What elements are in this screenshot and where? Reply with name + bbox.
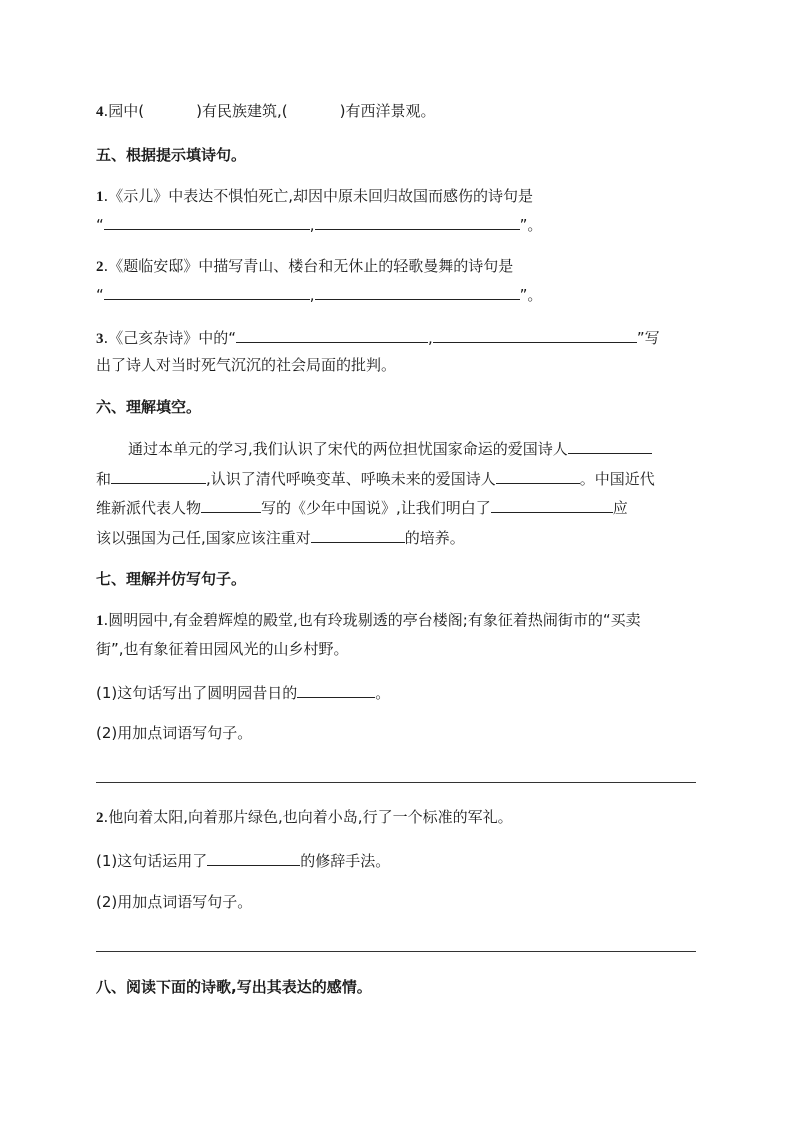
paragraph-text: 维新派代表人物 [96,499,202,517]
section-5-title: 五、根据提示填诗句。 [96,146,247,164]
blank-line[interactable] [236,327,428,343]
blank-line[interactable] [104,214,310,230]
blank-line[interactable] [201,497,261,513]
sec5-item1-answer [96,214,542,235]
question-text: .他向着太阳,向着那片绿色,也向着小岛,行了一个标准的军礼。 [103,808,513,826]
blank-line[interactable] [207,850,300,866]
comma: , [309,286,315,304]
blank-line[interactable] [433,327,637,343]
paragraph-text: 应 [612,499,628,517]
question-text: .圆明园中,有金碧辉煌的殿堂,也有玲珑剔透的亭台楼阁;有象征着热闹街市的“买卖 [103,611,641,629]
question-text: )有民族建筑,( [196,102,288,120]
sec7-item2-sub2: (2)用加点词语写句子。 [96,893,253,911]
question-text: .《己亥杂诗》中的“ [103,329,237,347]
question-text: 。 [375,684,391,702]
blank-line[interactable] [297,682,375,698]
sec5-item1-prompt [96,186,533,207]
open-quote: “ [96,216,104,234]
question-4 [96,101,435,122]
blank-line[interactable] [111,468,206,484]
sec7-item1-sub1 [96,682,390,703]
paragraph-text: 通过本单元的学习,我们认识了宋代的两位担忧国家命运的爱国诗人 [128,440,568,458]
blank-line[interactable] [104,284,310,300]
section-6-title: 六、理解填空。 [96,398,202,416]
answer-line[interactable] [96,782,696,783]
question-number: 1 [96,613,104,629]
sec5-item3-line2: 出了诗人对当时死气沉沉的社会局面的批判。 [96,356,397,374]
sec5-item2-prompt [96,256,513,277]
blank-line[interactable] [491,497,613,513]
sec5-item2-answer [96,284,542,305]
comma: , [309,216,315,234]
sec7-item2-sub1 [96,850,390,871]
answer-line[interactable] [96,951,696,952]
sec6-para-line4 [96,527,465,548]
blank-line[interactable] [315,284,520,300]
section-8-title: 八、阅读下面的诗歌,写出其表达的感情。 [96,978,372,996]
sec6-para-line3 [96,497,628,518]
comma: , [428,329,433,347]
section-7-title: 七、理解并仿写句子。 [96,570,247,588]
paragraph-text: 。中国近代 [579,470,655,488]
paragraph-text: 的培养。 [404,529,465,547]
question-text: .《示儿》中表达不惧怕死亡,却因中原未回归故国而感伤的诗句是 [103,187,534,205]
question-text: .园中( [103,102,145,120]
question-text: .《题临安邸》中描写青山、楼台和无休止的轻歌曼舞的诗句是 [103,257,514,275]
blank-line[interactable] [568,438,652,454]
blank-line[interactable] [496,468,580,484]
paragraph-text: 该以强国为己任,国家应该注重对 [96,529,311,547]
sec7-item2-line1 [96,807,513,828]
paragraph-text: ,认识了清代呼唤变革、呼唤未来的爱国诗人 [206,470,496,488]
close-quote: ”。 [519,216,543,234]
question-number: 2 [96,259,104,275]
question-text: )有西洋景观。 [339,102,436,120]
paragraph-text: 写的《少年中国说》,让我们明白了 [261,499,491,517]
sec5-item3-line1 [96,327,660,349]
close-quote: ”。 [519,286,543,304]
sec7-item1-line2: 街”,也有象征着田园风光的山乡村野。 [96,640,349,658]
question-number: 4 [96,104,104,120]
sec7-item1-line1 [96,610,641,631]
question-text: (1)这句话运用了 [96,852,208,870]
sec6-para-line2 [96,468,655,489]
question-text: ”写 [636,329,660,347]
blank-line[interactable] [315,214,520,230]
question-number: 3 [96,331,104,347]
question-number: 2 [96,810,104,826]
open-quote: “ [96,286,104,304]
paragraph-text: 和 [96,470,112,488]
blank-line[interactable] [311,527,405,543]
question-number: 1 [96,189,104,205]
sec6-para-line1 [128,438,652,459]
question-text: 的修辞手法。 [300,852,391,870]
sec7-item1-sub2: (2)用加点词语写句子。 [96,724,253,742]
question-text: (1)这句话写出了圆明园昔日的 [96,684,298,702]
